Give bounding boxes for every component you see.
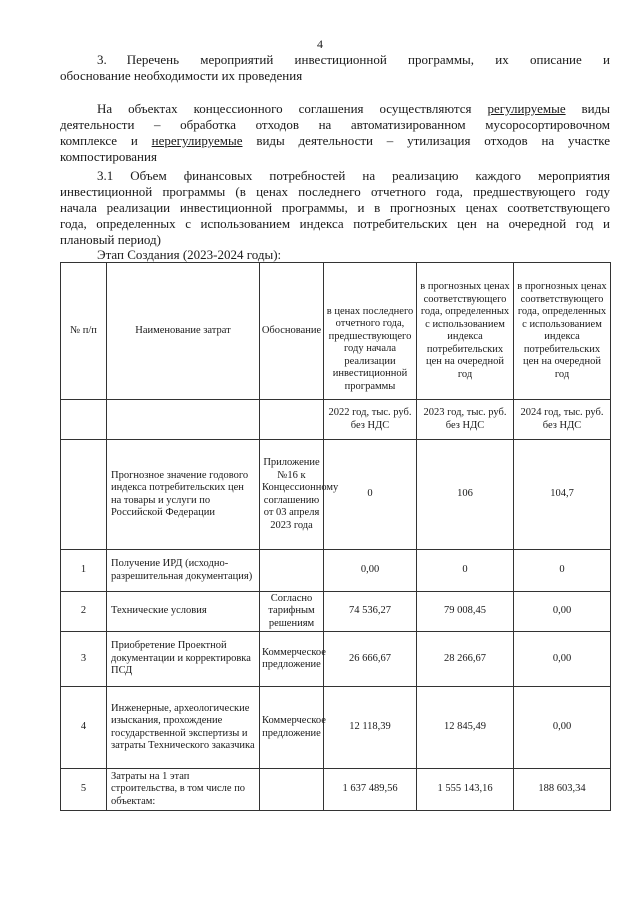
row-2023: 0	[417, 550, 514, 592]
intro-line-2: деятельности – обработка отходов на автоматизированном мусоросортировочном	[60, 117, 610, 132]
header-basis: Обоснование	[260, 263, 324, 400]
row-2024: 0,00	[514, 592, 611, 632]
subsection-line-2: инвестиционной программы (в ценах последнего отчетного года, предшествующего году	[60, 184, 610, 199]
intro-text: комплексе и	[60, 133, 138, 148]
table-index-row	[61, 440, 611, 550]
header-2023: в прогнозных ценах соответствующего года, определенных с использованием индекса потребительских цен на очередной год	[417, 263, 514, 400]
header-name: Наименование затрат	[107, 263, 260, 400]
table-row	[61, 632, 611, 687]
subsection-line-4: года, определенных с использованием индекса потребительских цен на очередной год и	[60, 216, 610, 231]
row-num: 2	[61, 592, 107, 632]
intro-text: На объектах концессионного соглашения осуществляются	[97, 101, 472, 116]
row-2022: 26 666,67	[324, 632, 417, 687]
table-row	[61, 687, 611, 769]
regulated-term: регулируемые	[487, 101, 566, 116]
subsection-line-1: 3.1 Объем финансовых потребностей на реализацию каждого мероприятия	[97, 168, 610, 183]
row-2024: 188 603,34	[514, 769, 611, 811]
row-2023: 12 845,49	[417, 687, 514, 769]
header-2024: в прогнозных ценах соответствующего года, определенных с использованием индекса потребительских цен на очередной год	[514, 263, 611, 400]
units-empty	[107, 400, 260, 440]
header-num: № п/п	[61, 263, 107, 400]
costs-table	[60, 262, 611, 811]
section-heading-line-1	[97, 52, 610, 68]
row-2024: 0	[514, 550, 611, 592]
row-name: Инженерные, археологические изыскания, прохождение государственной экспертизы и затраты Технического заказчика	[107, 687, 260, 769]
intro-line-3	[60, 133, 610, 149]
row-name: Технические условия	[107, 592, 260, 632]
row-2022: 74 536,27	[324, 592, 417, 632]
row-basis	[260, 769, 324, 811]
row-2023: 28 266,67	[417, 632, 514, 687]
section-heading-text: Перечень мероприятий инвестиционной программы, их описание и	[126, 52, 610, 67]
row-num: 4	[61, 687, 107, 769]
row-2022: 12 118,39	[324, 687, 417, 769]
intro-line-4: компостирования	[60, 149, 157, 164]
table-header-row	[61, 263, 611, 400]
units-2023: 2023 год, тыс. руб. без НДС	[417, 400, 514, 440]
row-name: Затраты на 1 этап строительства, в том числе по объектам:	[107, 769, 260, 811]
units-empty	[260, 400, 324, 440]
index-num	[61, 440, 107, 550]
stage-label: Этап Создания (2023-2024 годы):	[97, 247, 282, 262]
index-basis: Приложение №16 к Концессионному соглашению от 03 апреля 2023 года	[260, 440, 324, 550]
row-2023: 1 555 143,16	[417, 769, 514, 811]
section-heading-line-2: обоснование необходимости их проведения	[60, 68, 303, 83]
index-2024: 104,7	[514, 440, 611, 550]
row-name: Получение ИРД (исходно-разрешительная документация)	[107, 550, 260, 592]
row-basis: Коммерческое предложение	[260, 687, 324, 769]
units-2024: 2024 год, тыс. руб. без НДС	[514, 400, 611, 440]
row-name: Приобретение Проектной документации и корректировка ПСД	[107, 632, 260, 687]
intro-line-1	[97, 101, 610, 117]
row-basis: Коммерческое предложение	[260, 632, 324, 687]
row-2023: 79 008,45	[417, 592, 514, 632]
row-num: 1	[61, 550, 107, 592]
units-2022: 2022 год, тыс. руб. без НДС	[324, 400, 417, 440]
table-units-row	[61, 400, 611, 440]
index-2023: 106	[417, 440, 514, 550]
page-number: 4	[317, 37, 323, 51]
header-2022: в ценах последнего отчетного года, предшествующего году начала реализации инвестиционной программы	[324, 263, 417, 400]
table-row	[61, 592, 611, 632]
row-num: 3	[61, 632, 107, 687]
row-2024: 0,00	[514, 687, 611, 769]
table-row	[61, 769, 611, 811]
subsection-line-5: плановый период)	[60, 232, 162, 247]
unregulated-term: нерегулируемые	[151, 133, 243, 148]
table-row	[61, 550, 611, 592]
index-name: Прогнозное значение годового индекса потребительских цен на товары и услуги по Российской Федерации	[107, 440, 260, 550]
units-empty	[61, 400, 107, 440]
row-num: 5	[61, 769, 107, 811]
row-2024: 0,00	[514, 632, 611, 687]
intro-text: виды деятельности – утилизация отходов на участке	[256, 133, 611, 148]
row-2022: 0,00	[324, 550, 417, 592]
row-basis	[260, 550, 324, 592]
section-number: 3.	[97, 52, 107, 67]
subsection-line-3: начала реализации инвестиционной программы, и в прогнозных ценах соответствующего	[60, 200, 610, 215]
row-basis: Согласно тарифным решениям	[260, 592, 324, 632]
index-2022: 0	[324, 440, 417, 550]
intro-text: виды	[581, 101, 610, 116]
row-2022: 1 637 489,56	[324, 769, 417, 811]
